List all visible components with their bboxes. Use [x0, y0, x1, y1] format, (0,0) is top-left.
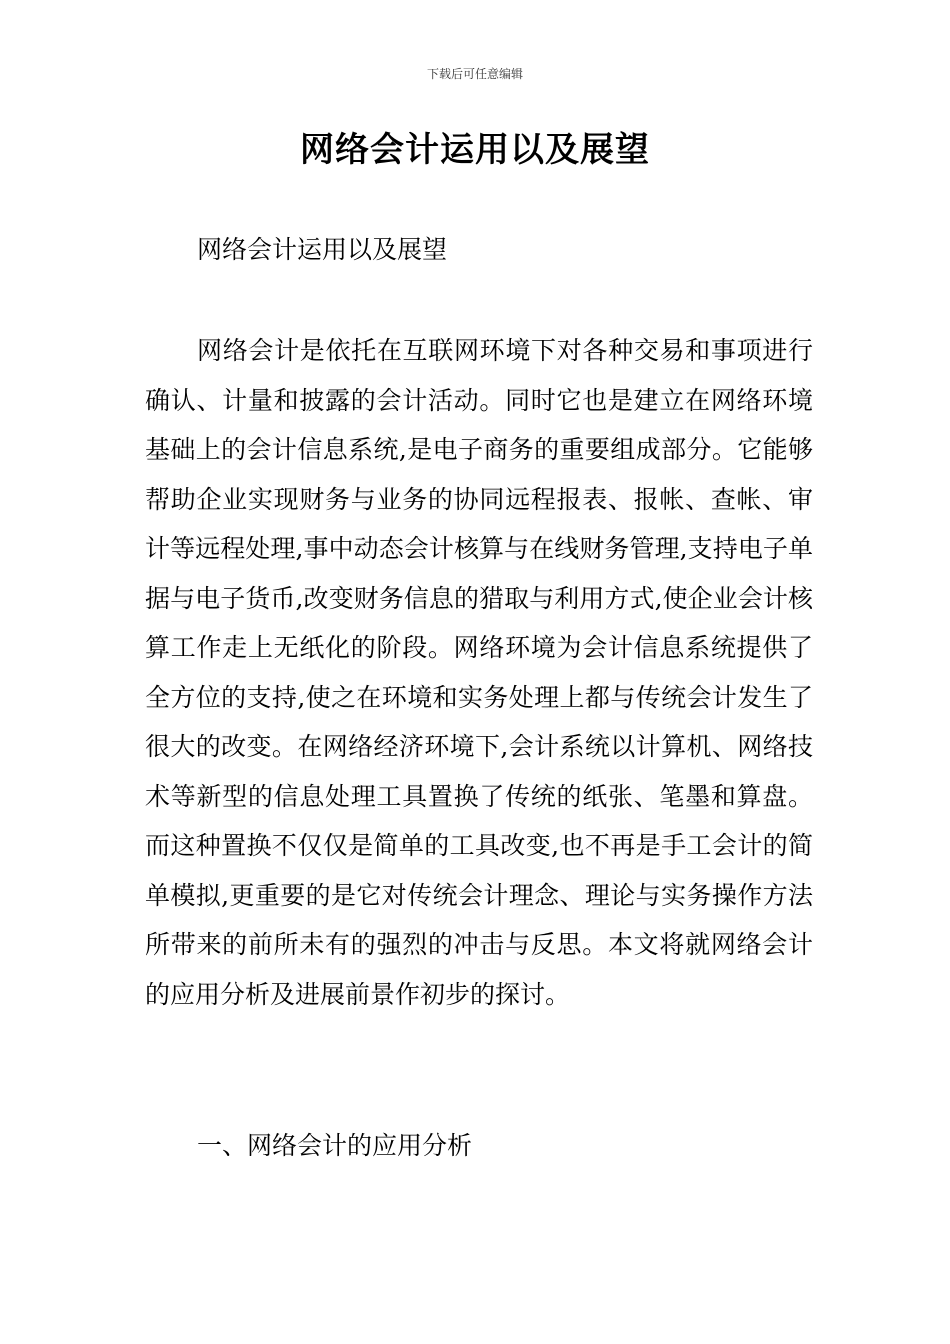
header-note: 下载后可任意编辑: [426, 67, 523, 81]
body-paragraph: 网络会计是依托在互联网环境下对各种交易和事项进行确认、计量和披露的会计活动。同时它也是建立在网络环境基础上的会计信息系统,是电子商务的重要组成部分。它能够帮助企业实现财务与业务的协同远程报表、报帐、查帐、审计等远程处理,事中动态会计核算与在线财务管理,支持电子单据与电子货币,改变财务信息的猎取与利用方式,使企业会计核算工作走上无纸化的阶段。网络环境为会计信息系统提供了全方位的支持,使之在环境和实务处理上都与传统会计发生了很大的改变。在网络经济环境下,会计系统以计算机、网络技术等新型的信息处理工具置换了传统的纸张、笔墨和算盘。而这种置换不仅仅是简单的工具改变,也不再是手工会计的简单模拟,更重要的是它对传统会计理念、理论与实务操作方法所带来的前所未有的强烈的冲击与反思。本文将就网络会计的应用分析及进展前景作初步的探讨。: [145, 336, 813, 1009]
document-subtitle: 网络会计运用以及展望: [197, 235, 448, 264]
document-title: 网络会计运用以及展望: [300, 130, 650, 170]
section-heading: 一、网络会计的应用分析: [197, 1131, 473, 1160]
